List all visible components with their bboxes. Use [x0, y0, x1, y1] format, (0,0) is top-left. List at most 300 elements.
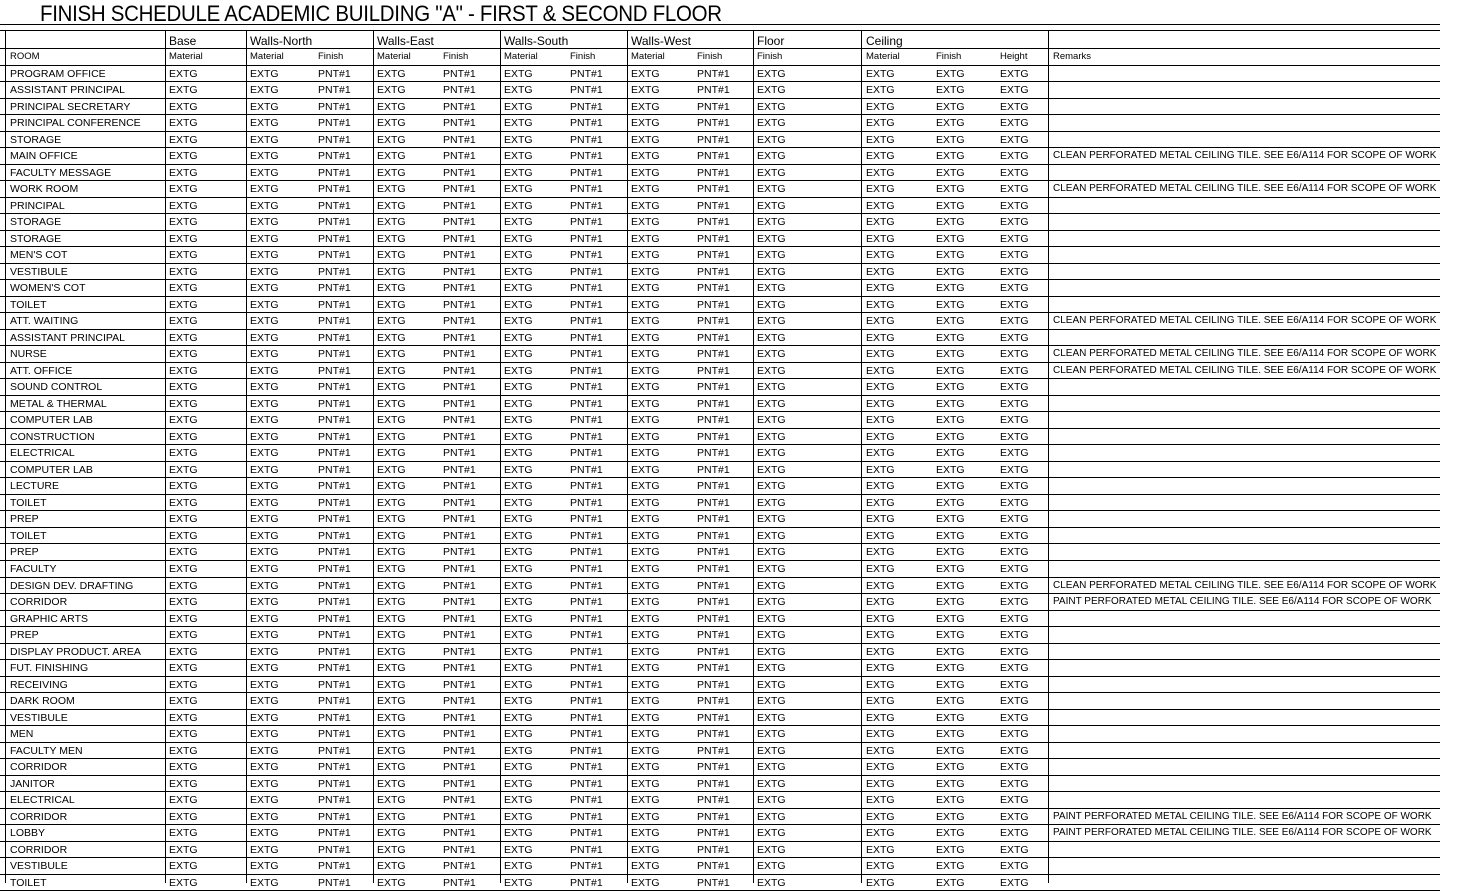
we-finish-cell: PNT#1 [443, 216, 476, 229]
ww-material-cell: EXTG [631, 662, 660, 675]
room-cell: CORRIDOR [10, 761, 68, 774]
wn-material-cell: EXTG [250, 612, 279, 625]
ww-finish-cell: PNT#1 [697, 695, 730, 708]
grid-line [5, 30, 6, 883]
we-finish-cell: PNT#1 [443, 348, 476, 361]
ww-material-cell: EXTG [631, 810, 660, 823]
we-material-cell: EXTG [377, 629, 406, 642]
ceiling-finish-cell: EXTG [936, 414, 965, 427]
ceiling-finish-cell: EXTG [936, 67, 965, 80]
ws-material-cell: EXTG [504, 199, 533, 212]
ceiling-material-cell: EXTG [866, 695, 895, 708]
remarks-cell: CLEAN PERFORATED METAL CEILING TILE. SEE E6/A114 FOR SCOPE OF WORK [1053, 150, 1437, 162]
ws-material-cell: EXTG [504, 794, 533, 807]
wn-finish-cell: PNT#1 [318, 430, 351, 443]
wn-finish-cell: PNT#1 [318, 529, 351, 542]
ws-material-cell: EXTG [504, 150, 533, 163]
ceiling-height-cell: EXTG [1000, 843, 1029, 856]
table-row [0, 776, 1440, 793]
ceiling-height-cell: EXTG [1000, 629, 1029, 642]
floor-finish-cell: EXTG [757, 629, 786, 642]
wn-material-cell: EXTG [250, 860, 279, 873]
floor-finish-cell: EXTG [757, 348, 786, 361]
room-cell: STORAGE [10, 133, 62, 146]
ceiling-material-cell: EXTG [866, 579, 895, 592]
ceiling-material-cell: EXTG [866, 761, 895, 774]
remarks-cell [1051, 379, 1439, 395]
base-material-cell: EXTG [169, 843, 198, 856]
ceiling-height-cell: EXTG [1000, 711, 1029, 724]
wn-material-cell: EXTG [250, 397, 279, 410]
floor-finish-cell: EXTG [757, 117, 786, 130]
room-cell: PREP [10, 513, 39, 526]
ws-material-cell: EXTG [504, 496, 533, 509]
table-row [0, 379, 1440, 396]
ceiling-finish-cell: EXTG [936, 249, 965, 262]
ceiling-material-cell: EXTG [866, 711, 895, 724]
we-material-cell: EXTG [377, 84, 406, 97]
remarks-cell [1051, 611, 1439, 627]
ws-finish-cell: PNT#1 [570, 513, 603, 526]
we-finish-cell: PNT#1 [443, 579, 476, 592]
table-row [0, 825, 1440, 842]
base-material-cell: EXTG [169, 265, 198, 278]
ceiling-finish-cell: EXTG [936, 612, 965, 625]
wn-finish-cell: PNT#1 [318, 447, 351, 460]
wn-finish-cell: PNT#1 [318, 496, 351, 509]
ws-finish-cell: PNT#1 [570, 562, 603, 575]
room-cell: FACULTY [10, 562, 57, 575]
we-material-cell: EXTG [377, 331, 406, 344]
ceiling-height-cell: EXTG [1000, 761, 1029, 774]
remarks-cell [1051, 231, 1439, 247]
table-row [0, 478, 1440, 495]
floor-finish-cell: EXTG [757, 579, 786, 592]
room-cell: NURSE [10, 348, 47, 361]
ceiling-height-cell: EXTG [1000, 546, 1029, 559]
wn-finish-cell: PNT#1 [318, 711, 351, 724]
ceiling-finish-cell: EXTG [936, 695, 965, 708]
we-material-cell: EXTG [377, 843, 406, 856]
subheader-we-material: Material [377, 51, 411, 62]
ceiling-finish-cell: EXTG [936, 662, 965, 675]
wn-finish-cell: PNT#1 [318, 662, 351, 675]
ws-finish-cell: PNT#1 [570, 447, 603, 460]
room-cell: PRINCIPAL CONFERENCE [10, 117, 141, 130]
ww-finish-cell: PNT#1 [697, 463, 730, 476]
ceiling-finish-cell: EXTG [936, 546, 965, 559]
finish-schedule-table [0, 30, 1440, 891]
wn-material-cell: EXTG [250, 348, 279, 361]
table-row [0, 594, 1440, 611]
ws-material-cell: EXTG [504, 282, 533, 295]
remarks-cell [1051, 511, 1439, 527]
we-finish-cell: PNT#1 [443, 480, 476, 493]
ww-finish-cell: PNT#1 [697, 728, 730, 741]
room-cell: ELECTRICAL [10, 447, 75, 460]
ws-material-cell: EXTG [504, 364, 533, 377]
ww-finish-cell: PNT#1 [697, 414, 730, 427]
ceiling-material-cell: EXTG [866, 596, 895, 609]
ww-finish-cell: PNT#1 [697, 232, 730, 245]
remarks-cell [1051, 132, 1439, 148]
header-walls-east: Walls-East [377, 34, 434, 48]
we-finish-cell: PNT#1 [443, 695, 476, 708]
remarks-cell [1051, 677, 1439, 693]
floor-finish-cell: EXTG [757, 562, 786, 575]
ww-material-cell: EXTG [631, 150, 660, 163]
remarks-cell: CLEAN PERFORATED METAL CEILING TILE. SEE E6/A114 FOR SCOPE OF WORK [1053, 364, 1437, 376]
remarks-cell [1051, 462, 1439, 478]
floor-finish-cell: EXTG [757, 695, 786, 708]
remarks-cell [1051, 396, 1439, 412]
base-material-cell: EXTG [169, 596, 198, 609]
ceiling-height-cell: EXTG [1000, 381, 1029, 394]
ceiling-material-cell: EXTG [866, 447, 895, 460]
wn-material-cell: EXTG [250, 827, 279, 840]
wn-material-cell: EXTG [250, 150, 279, 163]
ww-finish-cell: PNT#1 [697, 84, 730, 97]
wn-finish-cell: PNT#1 [318, 84, 351, 97]
wn-material-cell: EXTG [250, 249, 279, 262]
we-finish-cell: PNT#1 [443, 513, 476, 526]
floor-finish-cell: EXTG [757, 232, 786, 245]
table-row [0, 858, 1440, 875]
ceiling-height-cell: EXTG [1000, 282, 1029, 295]
ceiling-height-cell: EXTG [1000, 860, 1029, 873]
ws-material-cell: EXTG [504, 315, 533, 328]
wn-material-cell: EXTG [250, 315, 279, 328]
we-finish-cell: PNT#1 [443, 761, 476, 774]
ceiling-finish-cell: EXTG [936, 397, 965, 410]
ww-finish-cell: PNT#1 [697, 430, 730, 443]
room-cell: MAIN OFFICE [10, 150, 78, 163]
room-cell: JANITOR [10, 777, 55, 790]
table-row [0, 132, 1440, 149]
base-material-cell: EXTG [169, 282, 198, 295]
wn-finish-cell: PNT#1 [318, 612, 351, 625]
table-row [0, 726, 1440, 743]
ceiling-material-cell: EXTG [866, 216, 895, 229]
subheader-floor-finish: Finish [757, 51, 783, 62]
base-material-cell: EXTG [169, 232, 198, 245]
table-row [0, 445, 1440, 462]
ws-material-cell: EXTG [504, 265, 533, 278]
ceiling-finish-cell: EXTG [936, 282, 965, 295]
remarks-cell [1051, 214, 1439, 230]
floor-finish-cell: EXTG [757, 794, 786, 807]
ws-material-cell: EXTG [504, 728, 533, 741]
floor-finish-cell: EXTG [757, 199, 786, 212]
we-material-cell: EXTG [377, 249, 406, 262]
ceiling-height-cell: EXTG [1000, 876, 1029, 889]
ws-finish-cell: PNT#1 [570, 496, 603, 509]
ceiling-height-cell: EXTG [1000, 298, 1029, 311]
we-finish-cell: PNT#1 [443, 166, 476, 179]
ceiling-height-cell: EXTG [1000, 133, 1029, 146]
ww-material-cell: EXTG [631, 744, 660, 757]
ceiling-finish-cell: EXTG [936, 133, 965, 146]
base-material-cell: EXTG [169, 777, 198, 790]
table-row [0, 792, 1440, 809]
ceiling-height-cell: EXTG [1000, 364, 1029, 377]
we-material-cell: EXTG [377, 496, 406, 509]
we-finish-cell: PNT#1 [443, 629, 476, 642]
remarks-cell [1051, 644, 1439, 660]
room-cell: WORK ROOM [10, 183, 79, 196]
we-finish-cell: PNT#1 [443, 728, 476, 741]
ww-material-cell: EXTG [631, 381, 660, 394]
floor-finish-cell: EXTG [757, 546, 786, 559]
ws-finish-cell: PNT#1 [570, 662, 603, 675]
ws-finish-cell: PNT#1 [570, 463, 603, 476]
ww-finish-cell: PNT#1 [697, 397, 730, 410]
room-cell: CORRIDOR [10, 843, 68, 856]
room-cell: ELECTRICAL [10, 794, 75, 807]
ceiling-finish-cell: EXTG [936, 364, 965, 377]
wn-finish-cell: PNT#1 [318, 298, 351, 311]
wn-material-cell: EXTG [250, 100, 279, 113]
ceiling-material-cell: EXTG [866, 348, 895, 361]
wn-material-cell: EXTG [250, 761, 279, 774]
floor-finish-cell: EXTG [757, 777, 786, 790]
ww-material-cell: EXTG [631, 199, 660, 212]
ceiling-finish-cell: EXTG [936, 480, 965, 493]
remarks-cell [1051, 544, 1439, 560]
ww-material-cell: EXTG [631, 67, 660, 80]
we-finish-cell: PNT#1 [443, 794, 476, 807]
we-finish-cell: PNT#1 [443, 249, 476, 262]
grid-line [753, 30, 754, 883]
table-row [0, 231, 1440, 248]
table-row [0, 544, 1440, 561]
table-row [0, 611, 1440, 628]
table-row [0, 214, 1440, 231]
ww-finish-cell: PNT#1 [697, 364, 730, 377]
ww-material-cell: EXTG [631, 596, 660, 609]
ww-material-cell: EXTG [631, 232, 660, 245]
we-finish-cell: PNT#1 [443, 876, 476, 889]
ceiling-material-cell: EXTG [866, 546, 895, 559]
base-material-cell: EXTG [169, 562, 198, 575]
ceiling-material-cell: EXTG [866, 529, 895, 542]
ws-finish-cell: PNT#1 [570, 711, 603, 724]
wn-finish-cell: PNT#1 [318, 562, 351, 575]
wn-material-cell: EXTG [250, 546, 279, 559]
room-cell: TOILET [10, 298, 47, 311]
wn-material-cell: EXTG [250, 232, 279, 245]
table-row [0, 412, 1440, 429]
remarks-cell [1051, 478, 1439, 494]
ws-material-cell: EXTG [504, 645, 533, 658]
ceiling-finish-cell: EXTG [936, 381, 965, 394]
remarks-cell [1051, 247, 1439, 263]
room-cell: CORRIDOR [10, 810, 68, 823]
ww-material-cell: EXTG [631, 397, 660, 410]
ceiling-height-cell: EXTG [1000, 562, 1029, 575]
ws-material-cell: EXTG [504, 662, 533, 675]
remarks-cell: CLEAN PERFORATED METAL CEILING TILE. SEE E6/A114 FOR SCOPE OF WORK [1053, 579, 1437, 591]
floor-finish-cell: EXTG [757, 150, 786, 163]
we-finish-cell: PNT#1 [443, 117, 476, 130]
ceiling-height-cell: EXTG [1000, 150, 1029, 163]
ww-finish-cell: PNT#1 [697, 596, 730, 609]
wn-finish-cell: PNT#1 [318, 596, 351, 609]
base-material-cell: EXTG [169, 513, 198, 526]
wn-finish-cell: PNT#1 [318, 150, 351, 163]
room-cell: SOUND CONTROL [10, 381, 103, 394]
ws-finish-cell: PNT#1 [570, 199, 603, 212]
ww-finish-cell: PNT#1 [697, 711, 730, 724]
ww-material-cell: EXTG [631, 546, 660, 559]
base-material-cell: EXTG [169, 662, 198, 675]
we-finish-cell: PNT#1 [443, 199, 476, 212]
ceiling-finish-cell: EXTG [936, 596, 965, 609]
ws-finish-cell: PNT#1 [570, 678, 603, 691]
floor-finish-cell: EXTG [757, 761, 786, 774]
remarks-cell [1051, 280, 1439, 296]
ws-material-cell: EXTG [504, 546, 533, 559]
ceiling-material-cell: EXTG [866, 876, 895, 889]
ws-material-cell: EXTG [504, 183, 533, 196]
we-material-cell: EXTG [377, 810, 406, 823]
floor-finish-cell: EXTG [757, 662, 786, 675]
room-cell: ATT. OFFICE [10, 364, 73, 377]
ceiling-height-cell: EXTG [1000, 199, 1029, 212]
ws-material-cell: EXTG [504, 216, 533, 229]
base-material-cell: EXTG [169, 546, 198, 559]
wn-finish-cell: PNT#1 [318, 282, 351, 295]
wn-material-cell: EXTG [250, 695, 279, 708]
ceiling-height-cell: EXTG [1000, 232, 1029, 245]
we-material-cell: EXTG [377, 546, 406, 559]
floor-finish-cell: EXTG [757, 843, 786, 856]
we-finish-cell: PNT#1 [443, 447, 476, 460]
we-finish-cell: PNT#1 [443, 562, 476, 575]
ww-material-cell: EXTG [631, 249, 660, 262]
ceiling-finish-cell: EXTG [936, 463, 965, 476]
ww-finish-cell: PNT#1 [697, 827, 730, 840]
wn-material-cell: EXTG [250, 282, 279, 295]
ceiling-height-cell: EXTG [1000, 84, 1029, 97]
ww-material-cell: EXTG [631, 860, 660, 873]
ww-finish-cell: PNT#1 [697, 67, 730, 80]
ww-material-cell: EXTG [631, 794, 660, 807]
table-row [0, 759, 1440, 776]
ceiling-finish-cell: EXTG [936, 84, 965, 97]
wn-finish-cell: PNT#1 [318, 513, 351, 526]
ceiling-finish-cell: EXTG [936, 315, 965, 328]
ww-finish-cell: PNT#1 [697, 629, 730, 642]
we-finish-cell: PNT#1 [443, 100, 476, 113]
ww-finish-cell: PNT#1 [697, 744, 730, 757]
remarks-cell [1051, 66, 1439, 82]
remarks-cell [1051, 627, 1439, 643]
we-finish-cell: PNT#1 [443, 678, 476, 691]
ceiling-material-cell: EXTG [866, 166, 895, 179]
we-finish-cell: PNT#1 [443, 612, 476, 625]
ws-finish-cell: PNT#1 [570, 183, 603, 196]
we-material-cell: EXTG [377, 876, 406, 889]
wn-finish-cell: PNT#1 [318, 777, 351, 790]
ceiling-height-cell: EXTG [1000, 67, 1029, 80]
ceiling-height-cell: EXTG [1000, 596, 1029, 609]
ww-finish-cell: PNT#1 [697, 546, 730, 559]
base-material-cell: EXTG [169, 249, 198, 262]
ceiling-finish-cell: EXTG [936, 232, 965, 245]
ceiling-height-cell: EXTG [1000, 414, 1029, 427]
ws-finish-cell: PNT#1 [570, 216, 603, 229]
title-underline [0, 24, 1440, 25]
we-finish-cell: PNT#1 [443, 331, 476, 344]
wn-material-cell: EXTG [250, 117, 279, 130]
base-material-cell: EXTG [169, 381, 198, 394]
ww-finish-cell: PNT#1 [697, 678, 730, 691]
wn-finish-cell: PNT#1 [318, 579, 351, 592]
we-material-cell: EXTG [377, 183, 406, 196]
subheader-ceiling-finish: Finish [936, 51, 962, 62]
ceiling-material-cell: EXTG [866, 100, 895, 113]
ceiling-height-cell: EXTG [1000, 348, 1029, 361]
ceiling-finish-cell: EXTG [936, 728, 965, 741]
table-row [0, 462, 1440, 479]
subheader-ceiling-height: Height [1000, 51, 1028, 62]
remarks-cell: CLEAN PERFORATED METAL CEILING TILE. SEE E6/A114 FOR SCOPE OF WORK [1053, 183, 1437, 195]
we-finish-cell: PNT#1 [443, 364, 476, 377]
floor-finish-cell: EXTG [757, 282, 786, 295]
ww-finish-cell: PNT#1 [697, 843, 730, 856]
ws-finish-cell: PNT#1 [570, 579, 603, 592]
wn-finish-cell: PNT#1 [318, 381, 351, 394]
ws-material-cell: EXTG [504, 463, 533, 476]
table-row [0, 743, 1440, 760]
remarks-cell [1051, 495, 1439, 511]
wn-finish-cell: PNT#1 [318, 794, 351, 807]
ww-material-cell: EXTG [631, 827, 660, 840]
ws-material-cell: EXTG [504, 331, 533, 344]
ww-finish-cell: PNT#1 [697, 513, 730, 526]
wn-material-cell: EXTG [250, 133, 279, 146]
base-material-cell: EXTG [169, 331, 198, 344]
ww-material-cell: EXTG [631, 761, 660, 774]
base-material-cell: EXTG [169, 728, 198, 741]
table-row [0, 115, 1440, 132]
we-material-cell: EXTG [377, 67, 406, 80]
ww-finish-cell: PNT#1 [697, 777, 730, 790]
base-material-cell: EXTG [169, 645, 198, 658]
room-cell: TOILET [10, 496, 47, 509]
subheader-ww-finish: Finish [697, 51, 723, 62]
ceiling-finish-cell: EXTG [936, 810, 965, 823]
remarks-cell [1051, 165, 1439, 181]
base-material-cell: EXTG [169, 430, 198, 443]
base-material-cell: EXTG [169, 810, 198, 823]
remarks-cell [1051, 693, 1439, 709]
ceiling-finish-cell: EXTG [936, 794, 965, 807]
wn-material-cell: EXTG [250, 298, 279, 311]
ww-material-cell: EXTG [631, 331, 660, 344]
ww-finish-cell: PNT#1 [697, 282, 730, 295]
group-header-row [0, 30, 1440, 49]
ceiling-material-cell: EXTG [866, 843, 895, 856]
table-row [0, 842, 1440, 859]
room-cell: FACULTY MEN [10, 744, 83, 757]
ceiling-height-cell: EXTG [1000, 183, 1029, 196]
wn-material-cell: EXTG [250, 744, 279, 757]
ww-material-cell: EXTG [631, 183, 660, 196]
ww-finish-cell: PNT#1 [697, 381, 730, 394]
wn-finish-cell: PNT#1 [318, 183, 351, 196]
